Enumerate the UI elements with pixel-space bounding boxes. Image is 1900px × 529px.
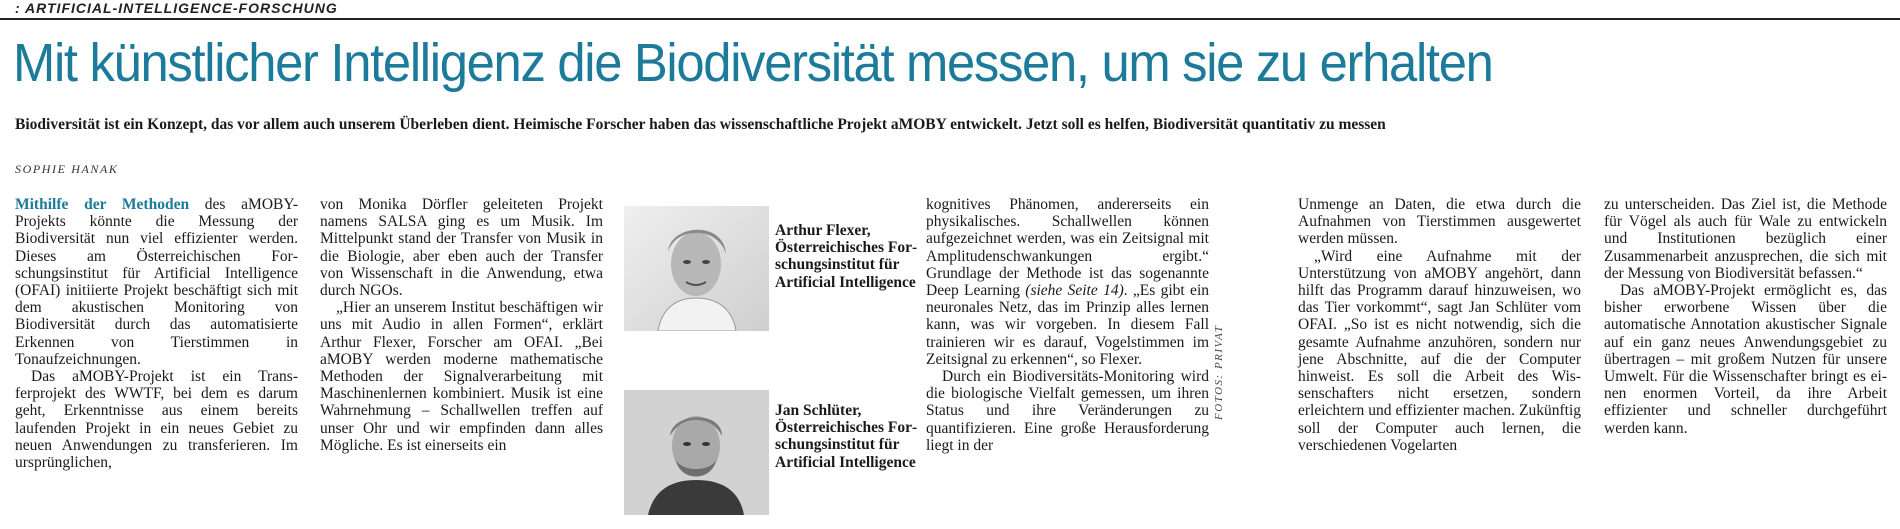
photo-credit: FOTOS: PRIVAT [1213, 324, 1225, 420]
photo-caption-jan-schlueter: Jan Schlüter, Österreichisches Forschungsinstitut für Artificial Intelligence [775, 402, 918, 471]
paragraph: von Monika Dörfler geleiteten Projekt namens SALSA ging es um Musik. Im Mittelpunkt stand der Transfer von Musik in die Biologie, aber eben auch der Transfer von Wissenschaft in die Anwendung, etwa durch NGOs. [320, 196, 603, 300]
article-column-6 [1604, 196, 1887, 437]
paragraph-text: des aMOBY-Projekts könnte die Messung der Biodiversität nun viel effizienter werden. Dieses am Österreichischen Forschungsinstitut für Artificial Intelligence (OFAI) initiierte Projekt beschäftigt sich mit dem akustischen Monitoring von Biodiversität durch das automatisierte Erkennen von Tierstimmen in Tonaufzeichnungen. [15, 196, 299, 368]
article-column-1 [15, 196, 298, 471]
paragraph-text: kognitives Phänomen, andererseits ein physikalisches. Schallwellen können aufgezeichnet werden, was ein Zeitsignal mit Amplitudenschwankungen ergibt.“ Grundlage der Methode ist das sogenannte Deep Learning [926, 196, 1209, 300]
portrait-image [624, 390, 769, 515]
paragraph [15, 196, 298, 368]
section-label: : ARTIFICIAL-INTELLIGENCE-FORSCHUNG [15, 0, 338, 16]
headline: Mit künstlicher Intelligenz die Biodiversität messen, um sie zu erhalten [13, 33, 1493, 93]
subheadline: Biodiversität ist ein Konzept, das vor allem auch unserem Überleben dient. Heimische Forscher haben das wissenschaftliche Projekt aMOBY entwickelt. Jetzt soll es helfen, Biodiversität quantitativ zu messen [15, 116, 1386, 133]
portrait-image [624, 206, 769, 331]
top-rule [0, 18, 1900, 20]
paragraph: Das aMOBY-Projekt ist ein Transferprojekt des WWTF, bei dem es darum geht, Erkenntnisse aus einem bereits laufenden Projekt in ein neues Gebiet zu neuen Anwendungen zu transferieren. Im ursprünglichen, [15, 368, 298, 472]
article-column-5 [1298, 196, 1581, 454]
paragraph: Durch ein Biodiversitäts-Monitoring wird die biologische Vielfalt gemessen, um ihren Status und ihre Veränderungen zu quantifizieren. Eine große Herausforderung liegt in der [926, 368, 1209, 454]
kicker: Mithilfe der Methoden [15, 196, 190, 213]
portrait-photo-arthur-flexer [624, 206, 769, 331]
article-column-4 [926, 196, 1209, 454]
paragraph: zu unterscheiden. Das Ziel ist, die Methode für Vögel als auch für Wale zu entwickeln und Institutionen bezüglich einer Zusammenarbeit anzusprechen, die sich mit der Messung von Biodiversität befassen.“ [1604, 196, 1887, 282]
photo-caption-arthur-flexer: Arthur Flexer, Österreichisches Forschungsinstitut für Artificial Intelligence [775, 222, 918, 291]
author-byline: SOPHIE HANAK [15, 162, 119, 176]
paragraph: „Wird eine Aufnahme mit der Unterstützung von aMOBY angehört, dann hilft das Programm darauf hinzuweisen, wo das Tier vorkommt“, sagt Jan Schlüter vom OFAI. „So ist es nicht notwendig, sich die gesamte Aufnahme anzuhören, sondern nur jene Abschnitte, auf die der Computer hinweist. Es soll die Arbeit des Wissenschafters nicht ersetzen, sondern erleichtern und effizienter machen. Zukünftig soll der Computer auch lernen, die verschiedenen Vogelarten [1298, 247, 1581, 454]
paragraph: Das aMOBY-Projekt ermöglicht es, das bisher erworbene Wissen über die automatische Annotation akustischer Signale auf ein ganz neues Anwendungsgebiet zu übertragen – mit großem Nutzen für unsere Umwelt. Für die Wissenschafter bringt es einen enormen Vorteil, da ihre Arbeit effizienter und schneller durchgeführt werden kann. [1604, 282, 1887, 437]
paragraph: Unmenge an Daten, die etwa durch die Aufnahmen von Tierstimmen ausgewertet werden müssen. [1298, 196, 1581, 248]
portrait-photo-jan-schlueter [624, 390, 769, 515]
paragraph-text: . „Es gibt ein neuronales Netz, das im Prinzip alles lernen kann, was wir vorgeben. In diesem Fall trainieren wir es darauf, Vogelstimmen im Zeitsignal zu erkennen“, so Flexer. [926, 282, 1209, 368]
paragraph [926, 196, 1209, 368]
paragraph: „Hier an unserem Institut beschäftigen wir uns mit Audio in allen Formen“, erklärt Arthur Flexer, Forscher am OFAI. „Bei aMOBY werden moderne mathematische Methoden der Signalverarbeitung mit Maschinenlernen kombiniert. Musik ist eine Wahrnehmung – Schallwellen treffen auf unser Ohr und wir empfinden dann alles Mögliche. Es ist einerseits ein [320, 299, 603, 454]
page-reference: (siehe Seite 14) [1025, 282, 1124, 300]
article-column-2 [320, 196, 603, 454]
